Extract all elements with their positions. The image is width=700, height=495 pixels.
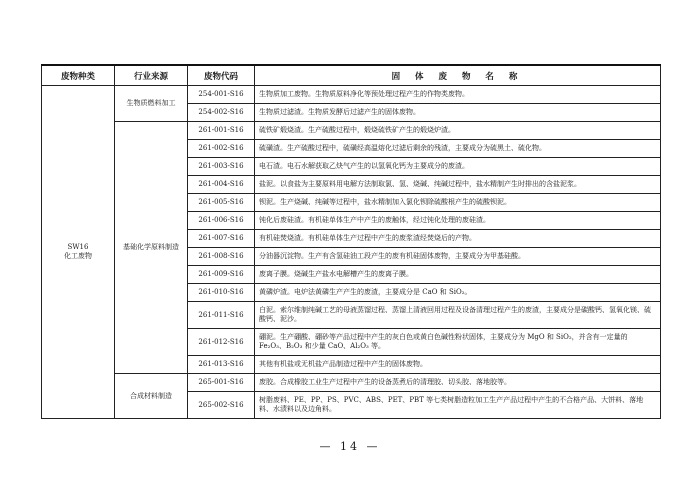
waste-name-cell: 废离子膜。烧碱生产盐水电解槽产生的废离子膜。 bbox=[255, 266, 661, 284]
waste-name-cell: 钡泥。生产烧碱、纯碱等过程中，盐水精制加入氯化钡除硫酸根产生的硫酸钡泥。 bbox=[255, 194, 661, 212]
category-cell bbox=[42, 86, 115, 419]
waste-name-cell: 黄磷炉渣。电炉法黄磷生产产生的废渣，主要成分是 CaO 和 SiO₂。 bbox=[255, 284, 661, 302]
waste-name-cell: 硼泥。生产硼酸、硼砂等产品过程中产生的灰白色或黄白色碱性粉状固体，主要成分为 MgO 和 SiO₂，并含有一定量的 Fe₂O₃、B₂O₃ 和少量 CaO、Al₂O₃ 等。 bbox=[255, 329, 661, 356]
waste-code-cell: 265-002-S16 bbox=[188, 392, 255, 419]
industry-cell: 合成材料制造 bbox=[115, 374, 188, 419]
waste-name-cell: 有机硅焚烧渣。有机硅单体生产过程中产生的废浆渣经焚烧后的产物。 bbox=[255, 230, 661, 248]
table-row bbox=[42, 86, 661, 104]
waste-code-cell: 261-006-S16 bbox=[188, 212, 255, 230]
waste-name-cell: 分油器沉淀物。生产有含氢硅油工段产生的废有机硅固体废物，主要成分为甲基硅酸。 bbox=[255, 248, 661, 266]
waste-name-cell: 硫磺渣。生产硫酸过程中，硫磺经高温熔化过滤后剩余的残渣，主要成分为硫黑土、硫化物。 bbox=[255, 140, 661, 158]
waste-name-cell: 其他有机盐或无机盐产品制造过程中产生的固体废物。 bbox=[255, 356, 661, 374]
waste-code-cell: 254-001-S16 bbox=[188, 86, 255, 104]
waste-code-cell: 261-009-S16 bbox=[188, 266, 255, 284]
waste-code-cell: 261-005-S16 bbox=[188, 194, 255, 212]
waste-name-cell: 钝化后废硅渣。有机硅单体生产中产生的废触体，经过钝化处理的废硅渣。 bbox=[255, 212, 661, 230]
industry-cell: 生物质燃料加工 bbox=[115, 86, 188, 122]
waste-code-cell: 261-010-S16 bbox=[188, 284, 255, 302]
waste-name-cell: 生物质过滤渣。生物质发酵后过滤产生的固体废物。 bbox=[255, 104, 661, 122]
table-row bbox=[42, 122, 661, 140]
industry-cell: 基础化学原料制造 bbox=[115, 122, 188, 374]
table-row bbox=[42, 374, 661, 392]
waste-name-cell: 盐泥。以食盐为主要原料用电解方法制取氯、氢、烧碱、纯碱过程中，盐水精制产生时排出的含盐泥浆。 bbox=[255, 176, 661, 194]
waste-name-cell: 废胶。合成橡胶工业生产过程中产生的设备蒸煮后的清理胶、切头胶、落地胶等。 bbox=[255, 374, 661, 392]
table-header-row bbox=[42, 65, 661, 86]
waste-code-cell: 261-012-S16 bbox=[188, 329, 255, 356]
waste-name-cell: 树脂废料、PE、PP、PS、PVC、ABS、PET、PBT 等七类树脂造粒加工生产产品过程中产生的不合格产品、大饼料、落地料、水渍料以及边角料。 bbox=[255, 392, 661, 419]
waste-code-cell: 261-013-S16 bbox=[188, 356, 255, 374]
waste-code-cell: 261-008-S16 bbox=[188, 248, 255, 266]
waste-name-cell: 硫铁矿煅烧渣。生产硫酸过程中，煅烧硫铁矿产生的煅烧炉渣。 bbox=[255, 122, 661, 140]
header-category: 废物种类 bbox=[42, 65, 115, 86]
page-number: — 14 — bbox=[319, 440, 381, 453]
waste-code-cell: 261-003-S16 bbox=[188, 158, 255, 176]
waste-code-cell: 265-001-S16 bbox=[188, 374, 255, 392]
waste-code-cell: 261-004-S16 bbox=[188, 176, 255, 194]
category-label-line: 化工废物 bbox=[64, 252, 92, 260]
waste-code-cell: 261-001-S16 bbox=[188, 122, 255, 140]
waste-code-cell: 254-002-S16 bbox=[188, 104, 255, 122]
waste-code-cell: 261-002-S16 bbox=[188, 140, 255, 158]
waste-name-cell: 生物质加工废物。生物质原料净化等预处理过程产生的作物类废物。 bbox=[255, 86, 661, 104]
waste-name-cell: 电石渣。电石水解获取乙炔气产生的以氢氧化钙为主要成分的废渣。 bbox=[255, 158, 661, 176]
header-industry: 行业来源 bbox=[115, 65, 188, 86]
waste-name-cell: 白泥。索尔维制纯碱工艺的母液蒸馏过程、蒸馏上清液回用过程及设备清理过程产生的废渣，主要成分是碳酸钙、氢氧化镁、硫酸钙、泥沙。 bbox=[255, 302, 661, 329]
category-label-line: SW16 bbox=[67, 243, 89, 251]
header-name: 固 体 废 物 名 称 bbox=[255, 65, 661, 86]
waste-table bbox=[41, 64, 661, 419]
header-code: 废物代码 bbox=[188, 65, 255, 86]
waste-code-cell: 261-007-S16 bbox=[188, 230, 255, 248]
waste-code-cell: 261-011-S16 bbox=[188, 302, 255, 329]
